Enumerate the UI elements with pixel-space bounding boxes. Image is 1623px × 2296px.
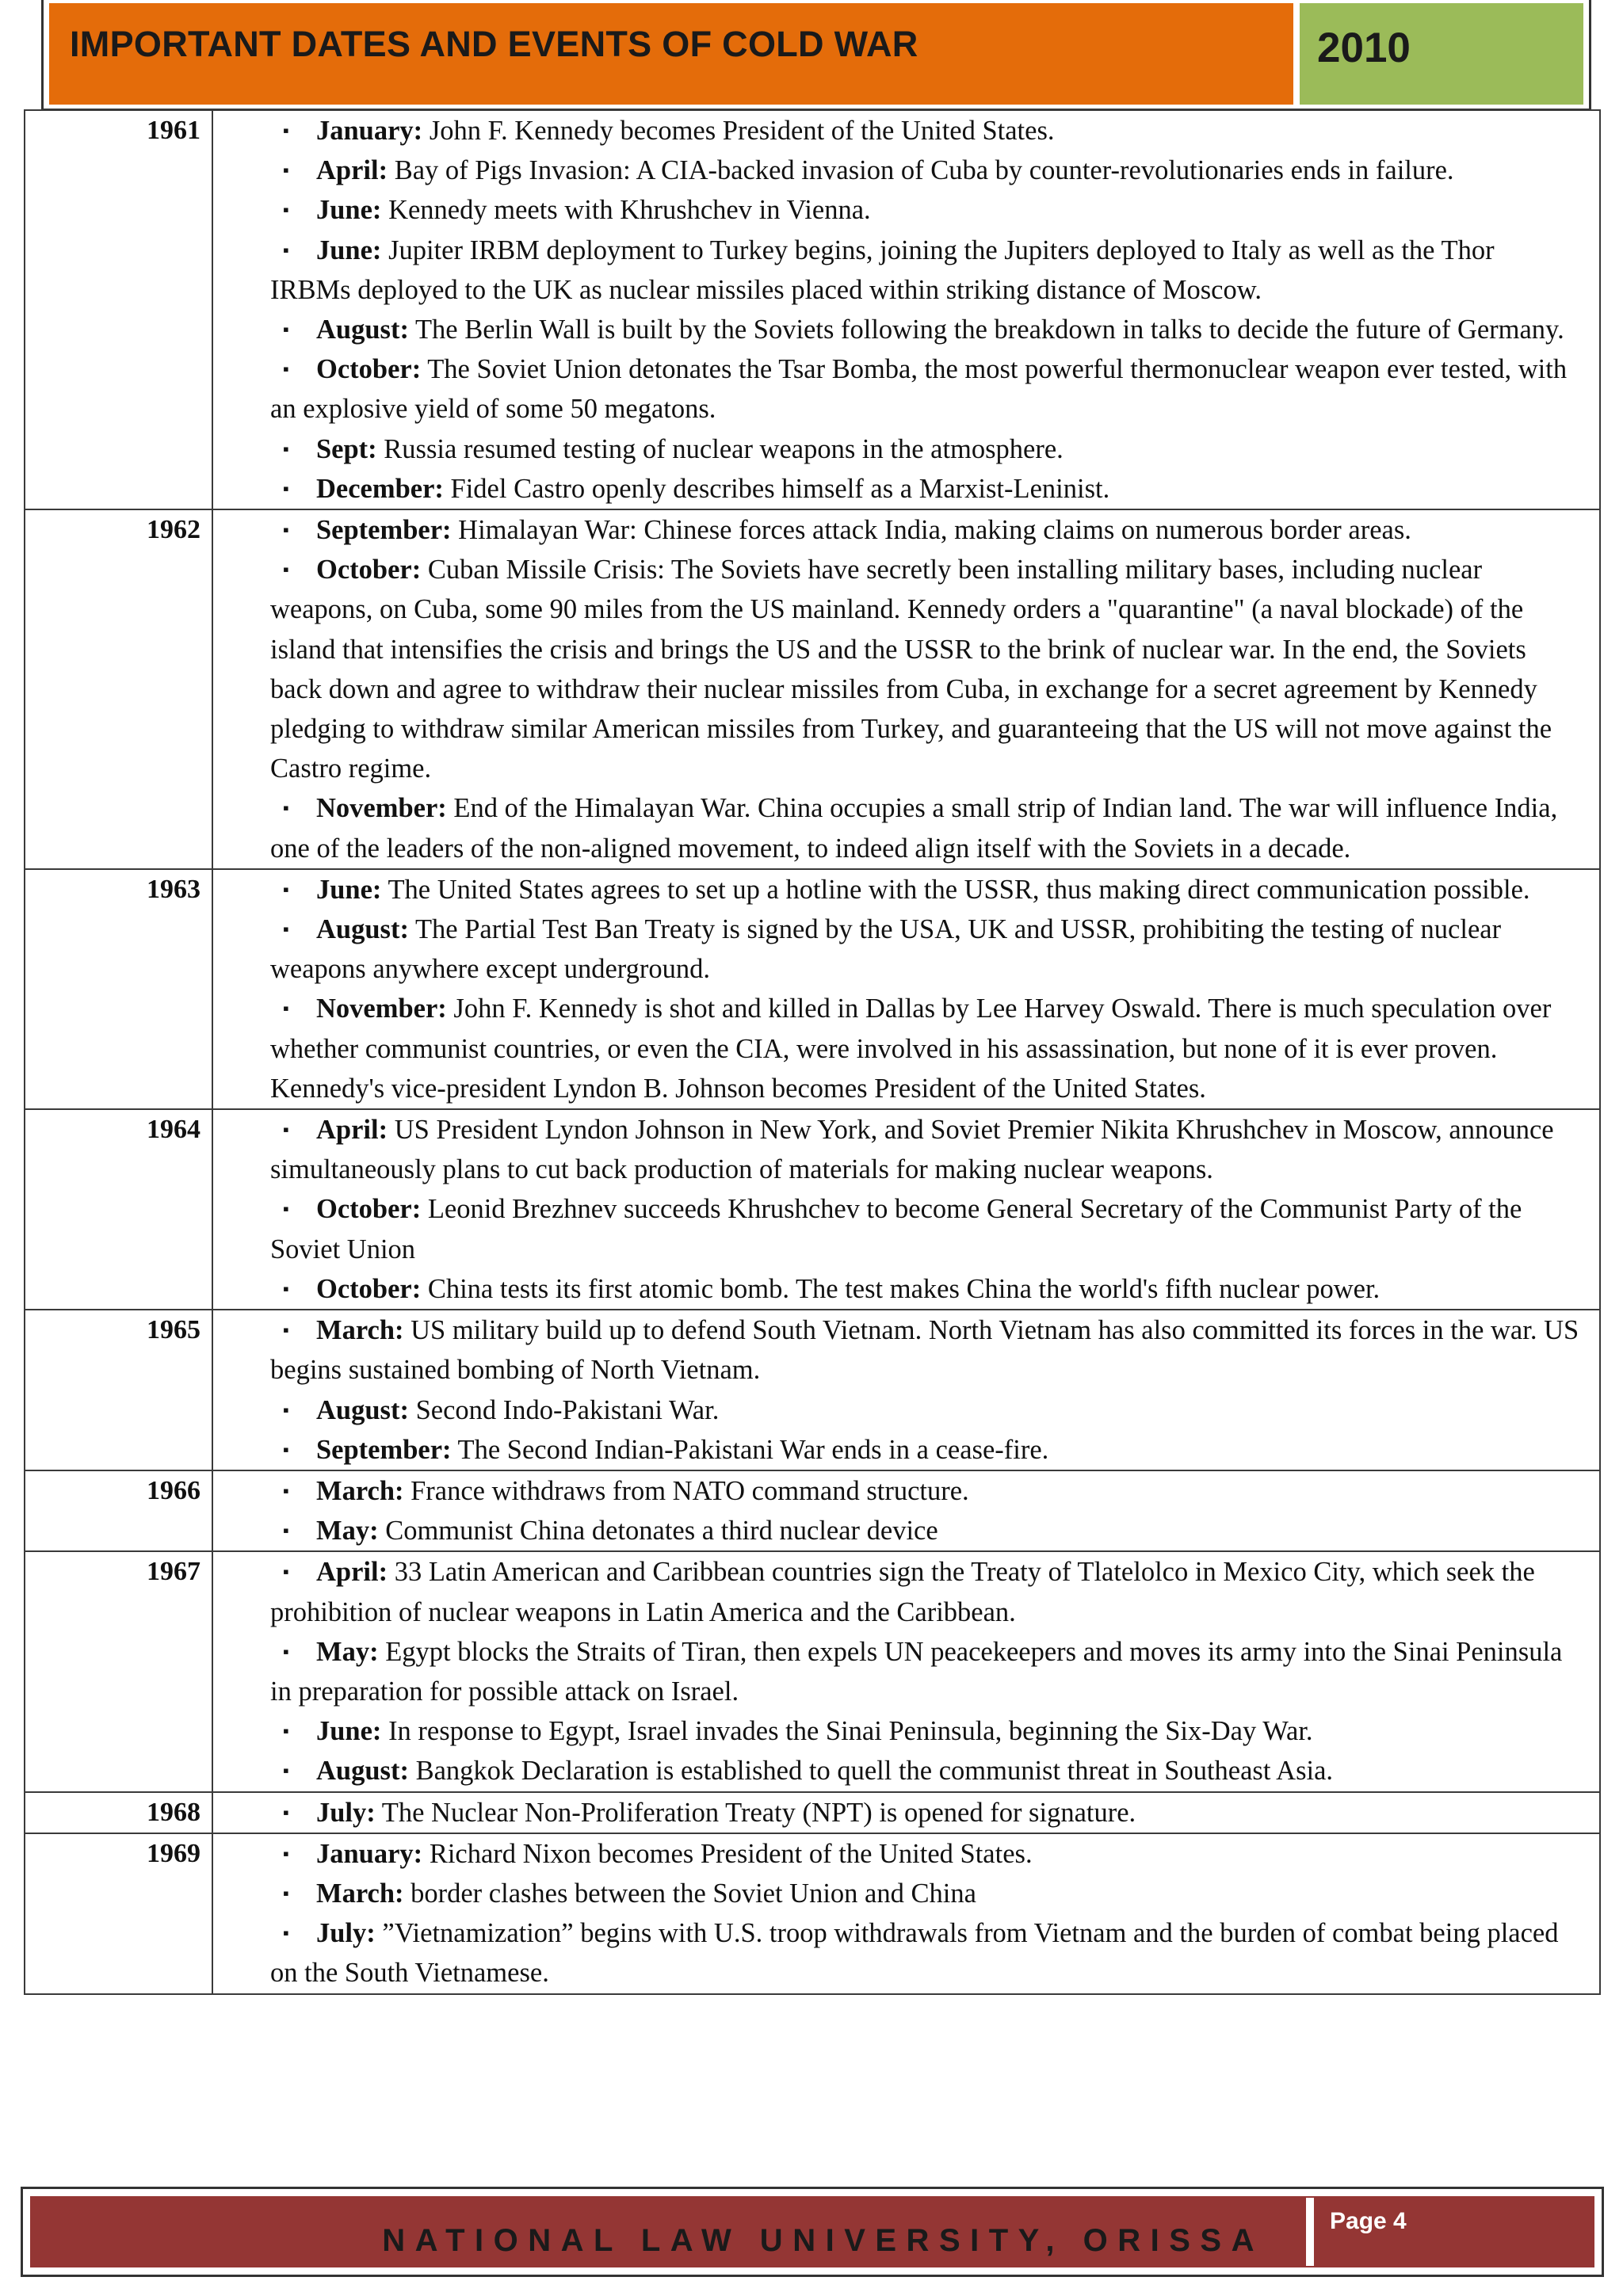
event-text: Egypt blocks the Straits of Tiran, then expels UN peacekeepers and moves its army into the Sinai Peninsula in preparation for possible attack on Israel. (270, 1636, 1563, 1707)
year-cell: 1965 (25, 1310, 212, 1470)
event-text: Communist China detonates a third nuclear device (378, 1516, 938, 1547)
square-bullet-icon: ▪ (283, 1641, 289, 1661)
event-item (270, 1711, 1580, 1751)
event-item (270, 1632, 1580, 1711)
square-bullet-icon: ▪ (283, 919, 289, 940)
square-bullet-icon: ▪ (283, 798, 289, 818)
events-cell (212, 1833, 1600, 1994)
event-text: The Berlin Wall is built by the Soviets following the breakdown in talks to decide the future of Germany. (408, 315, 1564, 345)
event-text: The Soviet Union detonates the Tsar Bomba, the most powerful thermonuclear weapon ever tested, with an explosive yield of some 50 megatons. (270, 354, 1568, 425)
event-text: The Second Indian-Pakistani War ends in a cease-fire. (451, 1434, 1049, 1465)
event-month: May: (316, 1636, 379, 1667)
event-text: Richard Nixon becomes President of the United States. (422, 1838, 1033, 1869)
events-cell (212, 1109, 1600, 1310)
event-text: John F. Kennedy becomes President of the United States. (422, 116, 1055, 146)
event-item (270, 1834, 1580, 1874)
event-month: Sept: (316, 433, 377, 464)
square-bullet-icon: ▪ (283, 1480, 289, 1501)
event-text: Bay of Pigs Invasion: A CIA-backed invasion of Cuba by counter-revolutionaries ends in failure. (388, 155, 1454, 186)
square-bullet-icon: ▪ (283, 1399, 289, 1420)
event-text: The Nuclear Non-Proliferation Treaty (NPT) is opened for signature. (375, 1797, 1136, 1828)
event-month: January: (316, 1838, 423, 1869)
event-month: June: (316, 874, 382, 905)
event-month: April: (316, 155, 388, 186)
event-month: September: (316, 1434, 452, 1465)
timeline-row (25, 1551, 1600, 1791)
events-cell (212, 1310, 1600, 1470)
timeline-row (25, 869, 1600, 1109)
event-item (270, 910, 1580, 989)
event-item (270, 1751, 1580, 1791)
event-item (270, 429, 1580, 469)
event-item (270, 1793, 1580, 1833)
events-cell (212, 509, 1600, 869)
event-item (270, 310, 1580, 349)
event-text: John F. Kennedy is shot and killed in Dallas by Lee Harvey Oswald. There is much speculation over whether communist countries, or even the CIA, were involved in his assassination, but none of it is ever proven. Kennedy's vice-president Lyndon B. Johnson becomes President of the United States. (270, 994, 1552, 1104)
event-text: China tests its first atomic bomb. The test makes China the world's fifth nuclear power. (421, 1273, 1381, 1304)
timeline-row (25, 509, 1600, 869)
event-month: May: (316, 1516, 379, 1547)
page-title: IMPORTANT DATES AND EVENTS OF COLD WAR (49, 3, 1293, 105)
event-item (270, 349, 1580, 429)
event-month: August: (316, 914, 409, 945)
square-bullet-icon: ▪ (283, 319, 289, 340)
square-bullet-icon: ▪ (283, 998, 289, 1019)
event-month: November: (316, 793, 447, 824)
event-month: March: (316, 1878, 404, 1909)
event-text: The United States agrees to set up a hotline with the USSR, thus making direct communication possible. (381, 874, 1530, 905)
event-item (270, 870, 1580, 910)
event-month: June: (316, 1716, 382, 1747)
event-item (270, 1310, 1580, 1390)
event-text: The Partial Test Ban Treaty is signed by the USA, UK and USSR, prohibiting the testing of nuclear weapons anywhere except underground. (270, 914, 1502, 985)
event-month: December: (316, 473, 444, 504)
event-text: End of the Himalayan War. China occupies a small strip of Indian land. The war will influence India, one of the leaders of the non-aligned movement, to indeed align itself with the Soviets in a decade. (270, 793, 1558, 864)
page-number: Page 4 (1306, 2198, 1593, 2266)
square-bullet-icon: ▪ (283, 1882, 289, 1903)
events-cell (212, 1792, 1600, 1833)
event-month: April: (316, 1557, 388, 1588)
event-item (270, 1269, 1580, 1309)
event-text: Leonid Brezhnev succeeds Khrushchev to become General Secretary of the Communist Party of the Soviet Union (270, 1194, 1522, 1264)
event-item (270, 231, 1580, 310)
event-text: Second Indo-Pakistani War. (408, 1394, 720, 1425)
square-bullet-icon: ▪ (283, 1843, 289, 1863)
event-item (270, 1471, 1580, 1511)
event-month: August: (316, 1756, 409, 1787)
event-text: 33 Latin American and Caribbean countries sign the Treaty of Tlatelolco in Mexico City, which seek the prohibition of nuclear weapons in Latin America and the Caribbean. (270, 1557, 1535, 1627)
event-text: France withdraws from NATO command structure. (403, 1475, 969, 1506)
events-cell (212, 1470, 1600, 1551)
square-bullet-icon: ▪ (283, 160, 289, 181)
square-bullet-icon: ▪ (283, 1278, 289, 1299)
events-cell (212, 1551, 1600, 1791)
event-text: border clashes between the Soviet Union and China (403, 1878, 976, 1909)
year-cell: 1966 (25, 1470, 212, 1551)
event-text: Bangkok Declaration is established to quell the communist threat in Southeast Asia. (408, 1756, 1334, 1787)
year-cell: 1962 (25, 509, 212, 869)
timeline-row (25, 1833, 1600, 1994)
event-text: US military build up to defend South Vietnam. North Vietnam has also committed its forces in the war. US begins sustained bombing of North Vietnam. (270, 1315, 1579, 1386)
event-month: October: (316, 1273, 422, 1304)
square-bullet-icon: ▪ (283, 879, 289, 899)
year-cell: 1967 (25, 1551, 212, 1791)
event-month: April: (316, 1115, 388, 1146)
year-cell: 1963 (25, 869, 212, 1109)
timeline-row (25, 1792, 1600, 1833)
square-bullet-icon: ▪ (283, 1802, 289, 1822)
year-cell: 1961 (25, 110, 212, 509)
square-bullet-icon: ▪ (283, 1760, 289, 1781)
event-month: October: (316, 354, 422, 385)
event-month: January: (316, 116, 423, 146)
event-item (270, 1511, 1580, 1550)
timeline-row (25, 1310, 1600, 1470)
square-bullet-icon: ▪ (283, 200, 289, 220)
event-item (270, 151, 1580, 190)
square-bullet-icon: ▪ (283, 120, 289, 140)
event-item (270, 1390, 1580, 1430)
event-text: US President Lyndon Johnson in New York, and Soviet Premier Nikita Khrushchev in Moscow, announce simultaneously plans to cut back production of materials for making nuclear weapons. (270, 1115, 1554, 1185)
event-item (270, 1110, 1580, 1189)
square-bullet-icon: ▪ (283, 1320, 289, 1341)
event-text: Himalayan War: Chinese forces attack India, making claims on numerous border areas. (451, 515, 1411, 546)
square-bullet-icon: ▪ (283, 1439, 289, 1459)
year-cell: 1964 (25, 1109, 212, 1310)
square-bullet-icon: ▪ (283, 438, 289, 459)
event-month: July: (316, 1918, 376, 1949)
event-text: Cuban Missile Crisis: The Soviets have secretly been installing military bases, including nuclear weapons, on Cuba, some 90 miles from the US mainland. Kennedy orders a "quarantine" (a naval blockade) of the island that intensifies the crisis and brings the US and the USSR to the brink of nuclear war. In the end, the Soviets back down and agree to withdraw their nuclear missiles from Cuba, in exchange for a secret agreement by Kennedy pledging to withdraw similar American missiles from Turkey, and guaranteeing that the US will not move against the Castro regime. (270, 555, 1552, 784)
event-text: ”Vietnamization” begins with U.S. troop withdrawals from Vietnam and the burden of combat being placed on the South Vietnamese. (270, 1918, 1559, 1989)
square-bullet-icon: ▪ (283, 359, 289, 379)
square-bullet-icon: ▪ (283, 1119, 289, 1140)
year-cell: 1968 (25, 1792, 212, 1833)
event-text: Russia resumed testing of nuclear weapons in the atmosphere. (376, 433, 1064, 464)
event-month: July: (316, 1797, 376, 1828)
square-bullet-icon: ▪ (283, 478, 289, 498)
event-month: June: (316, 195, 382, 226)
event-item (270, 989, 1580, 1108)
event-month: October: (316, 555, 422, 585)
event-text: Fidel Castro openly describes himself as a Marxist-Leninist. (443, 473, 1110, 504)
square-bullet-icon: ▪ (283, 239, 289, 260)
event-month: September: (316, 515, 452, 546)
event-item (270, 469, 1580, 509)
event-month: June: (316, 235, 382, 265)
event-month: August: (316, 315, 409, 345)
event-item (270, 1552, 1580, 1631)
square-bullet-icon: ▪ (283, 1721, 289, 1741)
event-item (270, 510, 1580, 550)
event-month: November: (316, 994, 447, 1024)
timeline-row (25, 1109, 1600, 1310)
event-text: Jupiter IRBM deployment to Turkey begins, joining the Jupiters deployed to Italy as well as the Thor IRBMs deployed to the UK as nuclear missiles placed within striking distance of Moscow. (270, 235, 1495, 305)
event-text: In response to Egypt, Israel invades the Sinai Peninsula, beginning the Six-Day War. (381, 1716, 1313, 1747)
footer-institution: NATIONAL LAW UNIVERSITY, ORISSA (32, 2196, 1288, 2267)
timeline-row (25, 110, 1600, 509)
event-item (270, 190, 1580, 230)
events-cell (212, 110, 1600, 509)
event-item (270, 1430, 1580, 1470)
header-year: 2010 (1300, 3, 1583, 105)
event-item (270, 1874, 1580, 1913)
timeline-body (25, 110, 1600, 1994)
timeline-row (25, 1470, 1600, 1551)
event-month: March: (316, 1475, 404, 1506)
timeline-table (24, 109, 1601, 1995)
event-month: October: (316, 1194, 422, 1225)
square-bullet-icon: ▪ (283, 520, 289, 540)
event-item (270, 1189, 1580, 1268)
event-item (270, 111, 1580, 151)
event-month: March: (316, 1315, 404, 1346)
square-bullet-icon: ▪ (283, 1562, 289, 1582)
event-item (270, 1913, 1580, 1993)
event-item (270, 788, 1580, 868)
event-text: Kennedy meets with Khrushchev in Vienna. (381, 195, 871, 226)
events-cell (212, 869, 1600, 1109)
event-month: August: (316, 1394, 409, 1425)
square-bullet-icon: ▪ (283, 559, 289, 580)
square-bullet-icon: ▪ (283, 1199, 289, 1219)
year-cell: 1969 (25, 1833, 212, 1994)
event-item (270, 550, 1580, 788)
square-bullet-icon: ▪ (283, 1520, 289, 1541)
square-bullet-icon: ▪ (283, 1923, 289, 1943)
